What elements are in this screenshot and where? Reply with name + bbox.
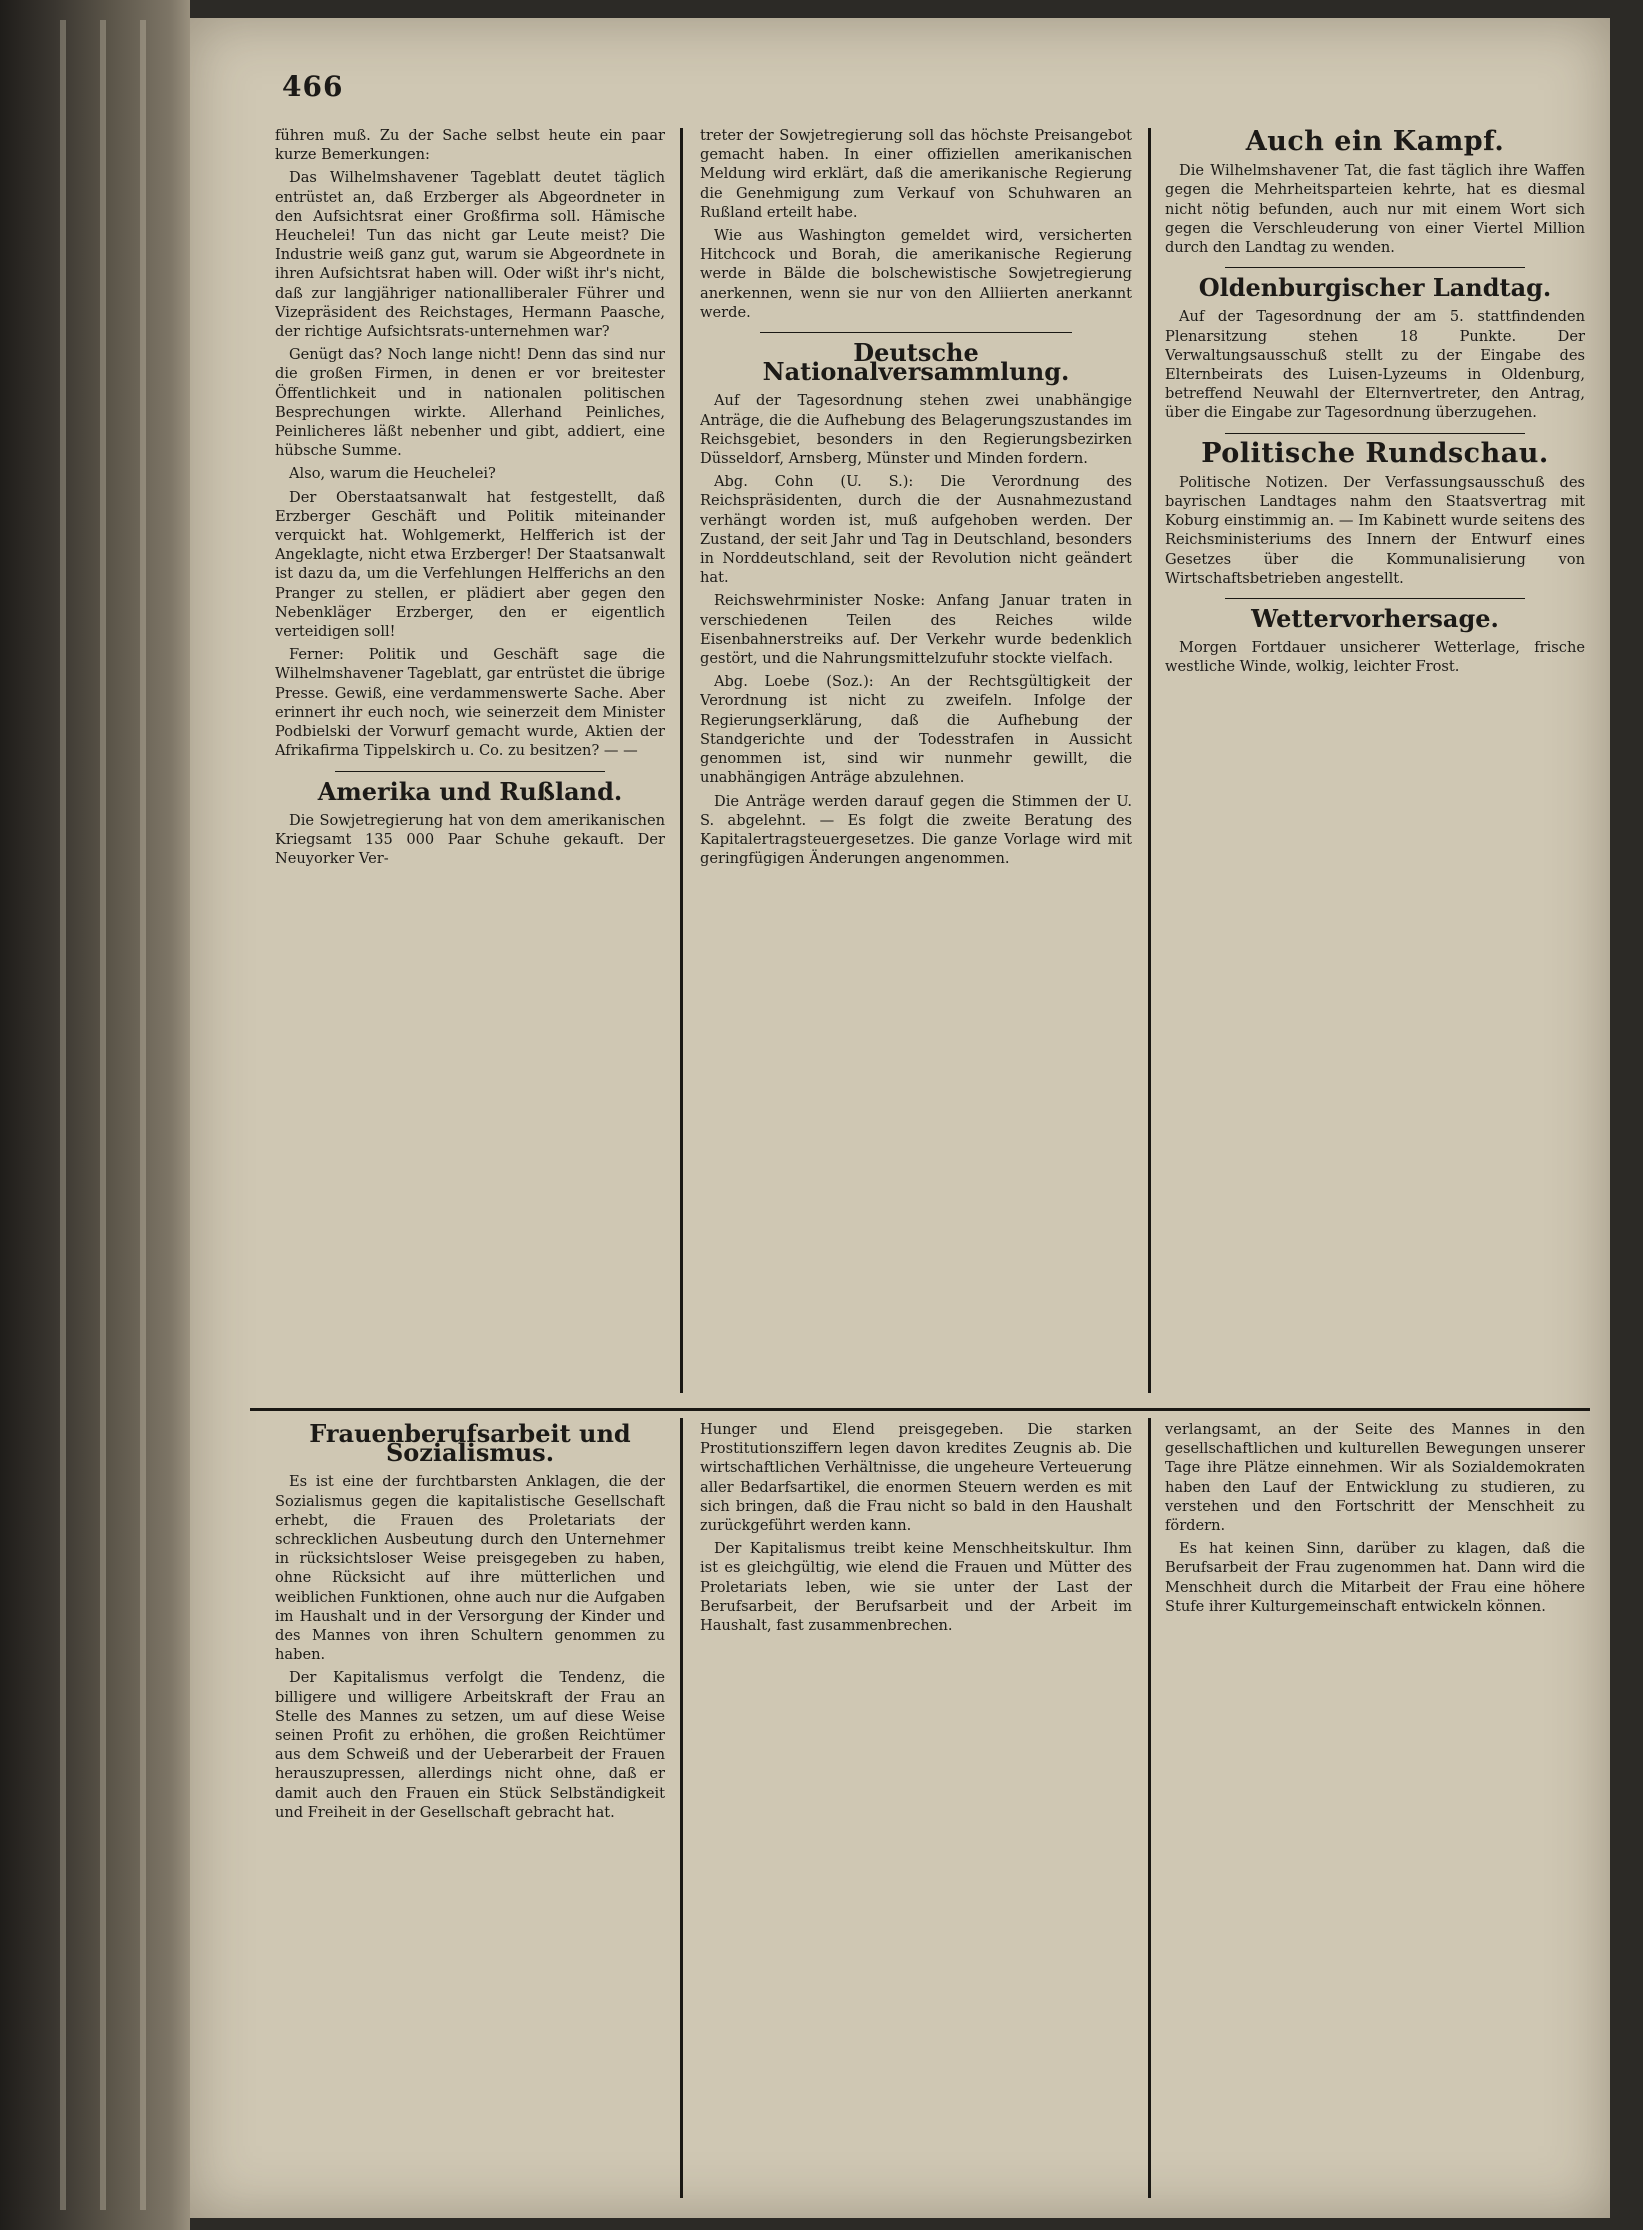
column-rule bbox=[1148, 128, 1151, 1393]
article-text: Der Kapitalismus treibt keine Menschheitskultur. Ihm ist es gleichgültig, wie elend die Frauen und Mütter des Proletariats leben, wie sie unter der Last der Berufsarbeit, der Berufsarbeit und der Arbeit im Haushalt, fast zusammenbrechen. bbox=[700, 1540, 1132, 1635]
separator bbox=[1225, 433, 1525, 434]
page-edge bbox=[140, 20, 146, 2210]
article-text: Ferner: Politik und Geschäft sage die Wilhelmshavener Tageblatt, gar entrüstet die übrige Presse. Gewiß, eine verdammenswerte Sache. Aber erinnert ihr euch noch, wie seinerzeit dem Minister Podbielski der Vorwurf gemacht wurde, Aktien der Afrikafirma Tippelskirch u. Co. zu besitzen? — — bbox=[275, 646, 665, 760]
article-text: treter der Sowjetregierung soll das höchste Preisangebot gemacht haben. In einer offiziellen amerikanischen Meldung wird erklärt, daß die amerikanische Regierung die Genehmigung zum Verkauf von Schuhwaren an Rußland erteilt habe. bbox=[700, 127, 1132, 221]
article-text: Politische Notizen. Der Verfassungsausschuß des bayrischen Landtages nahm den Staatsvertrag mit Koburg einstimmig an. — Im Kabinett wurde seitens des Reichsministeriums des Innern der Entwurf eines Gesetzes über die Kommunalisierung von Wirtschaftsbetrieben angestellt. bbox=[1165, 473, 1585, 587]
bottom-column-3 bbox=[1165, 1420, 1585, 2200]
separator bbox=[335, 771, 605, 772]
section-rule bbox=[250, 1408, 1590, 1411]
article-text: Das Wilhelmshavener Tageblatt deutet täglich entrüstet an, daß Erzberger als Abgeordneter in den Aufsichtsrat einer Großfirma soll. Hämische Heuchelei! Tun das nicht gar Leute meist? Die Industrie weiß ganz gut, warum sie Abgeordnete in ihren Aufsichtsrat haben will. Oder wißt ihr's nicht, daß zur langjähriger nationalliberaler Führer und Vizepräsident des Reichstages, Hermann Paasche, der richtige Aufsichtsrats-unternehmen war? bbox=[275, 169, 665, 341]
column-rule bbox=[680, 128, 683, 1393]
column-3 bbox=[1165, 126, 1585, 1396]
column-2 bbox=[700, 126, 1132, 1396]
headline-oldenburgischer-landtag: Oldenburgischer Landtag. bbox=[1198, 273, 1552, 303]
article-text: führen muß. Zu der Sache selbst heute ein paar kurze Bemerkungen: bbox=[275, 127, 665, 164]
article-text: Die Anträge werden darauf gegen die Stimmen der U. S. abgelehnt. — Es folgt die zweite Beratung des Kapitalertragsteuergesetzes. Die ganze Vorlage wird mit geringfügigen Änderungen angenommen. bbox=[700, 792, 1132, 868]
bottom-column-2 bbox=[700, 1420, 1132, 2200]
column-1 bbox=[275, 126, 665, 1396]
column-rule bbox=[1148, 1418, 1151, 2198]
article-text: Die Sowjetregierung hat von dem amerikanischen Kriegsamt 135 000 Paar Schuhe gekauft. Der Neuyorker Ver- bbox=[275, 811, 665, 868]
separator bbox=[1225, 598, 1525, 599]
headline-frauenberufsarbeit: Frauenberufsarbeit und Sozialismus. bbox=[309, 1419, 631, 1468]
article-text: Auf der Tagesordnung der am 5. stattfindenden Plenarsitzung stehen 18 Punkte. Der Verwaltungsausschuß stellt zu der Eingabe des Elternbeirats des Luisen-Lyzeums in Oldenburg, betreffend Neuwahl der Elternvertreter, den Antrag, über die Eingabe zur Tagesordnung überzugehen. bbox=[1165, 308, 1585, 422]
article-text: Der Kapitalismus verfolgt die Tendenz, die billigere und willigere Arbeitskraft der Frau an Stelle des Mannes zu setzen, um auf diese Weise seinen Profit zu erhöhen, die großen Reichtümer aus dem Schweiß und der Ueberarbeit der Frauen herauszupressen, allerdings nicht ohne, daß er damit auch den Frauen ein Stück Selbständigkeit und Freiheit in der Gesellschaft gebracht hat. bbox=[275, 1669, 665, 1821]
article-text: Die Wilhelmshavener Tat, die fast täglich ihre Waffen gegen die Mehrheitsparteien kehrte, hat es diesmal nicht nötig befunden, auch nur mit einem Wort sich gegen die Verschleuderung von einer Viertel Million durch den Landtag zu wenden. bbox=[1165, 162, 1585, 257]
article-text: Der Oberstaatsanwalt hat festgestellt, daß Erzberger Geschäft und Politik miteinander verquickt hat. Wohlgemerkt, Helfferich ist der Angeklagte, nicht etwa Erzberger! Der Staatsanwalt ist dazu da, um die Verfehlungen Helfferichs an den Pranger zu stellen, er plädiert aber gegen den Nebenkläger Erzberger, den er eigentlich verteidigen soll! bbox=[275, 488, 665, 641]
headline-amerika-russland: Amerika und Rußland. bbox=[317, 776, 623, 806]
article-text: Es hat keinen Sinn, darüber zu klagen, daß die Berufsarbeit der Frau zugenommen hat. Dann wird die Menschheit durch die Mitarbeit der Frau eine höhere Stufe ihrer Kulturgemeinschaft entwickeln können. bbox=[1165, 1540, 1585, 1615]
page-edge bbox=[60, 20, 66, 2210]
separator bbox=[760, 332, 1072, 333]
article-text: Wie aus Washington gemeldet wird, versicherten Hitchcock und Borah, die amerikanische Regierung werde in Bälde die bolschewistische Sowjetregierung anerkennen, wenn sie nur von den Alliierten anerkannt werde. bbox=[700, 227, 1132, 321]
separator bbox=[1225, 267, 1525, 268]
column-rule bbox=[680, 1418, 683, 2198]
headline-politische-rundschau: Politische Rundschau. bbox=[1201, 437, 1549, 469]
headline-auch-ein-kampf: Auch ein Kampf. bbox=[1245, 126, 1505, 157]
article-text: Abg. Loebe (Soz.): An der Rechtsgültigkeit der Verordnung ist nicht zu zweifeln. Infolge der Regierungserklärung, daß die Aufhebung der Standgerichte und der Todesstrafen in Aussicht genommen ist, sind wir nunmehr gewillt, die unabhängigen Anträge abzulehnen. bbox=[700, 673, 1132, 787]
headline-nationalversammlung: Deutsche Nationalversammlung. bbox=[762, 338, 1070, 387]
book-binding bbox=[0, 0, 190, 2230]
page-number: 466 bbox=[282, 70, 344, 103]
bottom-column-1 bbox=[275, 1418, 665, 2198]
article-text: Morgen Fortdauer unsicherer Wetterlage, frische westliche Winde, wolkig, leichter Frost. bbox=[1165, 639, 1585, 676]
article-text: Abg. Cohn (U. S.): Die Verordnung des Reichspräsidenten, durch die der Ausnahmezustand verhängt worden ist, muß aufgehoben werden. Der Zustand, der seit Jahr und Tag in Deutschland, besonders in Norddeutschland, seit der Revolution nicht geändert hat. bbox=[700, 473, 1132, 587]
article-text: Genügt das? Noch lange nicht! Denn das sind nur die großen Firmen, in denen er vor breitester Öffentlichkeit und in nationalen politischen Besprechungen wirkte. Allerhand Peinliches, Peinlicheres läßt nebenher und gibt, addiert, eine hübsche Summe. bbox=[275, 346, 665, 460]
article-text: Auf der Tagesordnung stehen zwei unabhängige Anträge, die die Aufhebung des Belagerungszustandes im Reichsgebiet, besonders in den Regierungsbezirken Düsseldorf, Arnsberg, Münster und Minden fordern. bbox=[700, 392, 1132, 468]
article-text: Reichswehrminister Noske: Anfang Januar traten in verschiedenen Teilen des Reiches wilde Eisenbahnerstreiks auf. Der Verkehr wurde bedenklich gestört, und die Nahrungsmittelzufuhr stockte vielfach. bbox=[700, 592, 1132, 668]
newspaper-page bbox=[190, 18, 1610, 2218]
article-text: Also, warum die Heuchelei? bbox=[289, 465, 496, 483]
headline-wettervorhersage: Wettervorhersage. bbox=[1251, 604, 1499, 634]
article-text: verlangsamt, an der Seite des Mannes in den gesellschaftlichen und kulturellen Bewegungen unserer Tage ihre Plätze einnehmen. Wir als Sozialdemokraten haben den Lauf der Entwicklung zu studieren, zu verstehen und den Fortschritt der Menschheit zu fördern. bbox=[1165, 1421, 1585, 1535]
page-edge bbox=[100, 20, 106, 2210]
article-text: Hunger und Elend preisgegeben. Die starken Prostitutionsziffern legen davon kredites Zeugnis ab. Die wirtschaftlichen Verhältnisse, die ungeheure Verteuerung aller Bedarfsartikel, die enormen Steuern werden es mit sich bringen, daß die Frau nicht so bald in den Haushalt zurückgeführt werden kann. bbox=[700, 1421, 1132, 1535]
article-text: Es ist eine der furchtbarsten Anklagen, die der Sozialismus gegen die kapitalistische Gesellschaft erhebt, die Frauen des Proletariats der schrecklichen Ausbeutung durch den Unternehmer in rücksichtsloser Weise preisgegeben zu haben, ohne Rücksicht auf ihre mütterlichen und weiblichen Funktionen, ohne auch nur die Aufgaben im Haushalt und in der Versorgung der Kinder und des Mannes von ihren Schultern genommen zu haben. bbox=[275, 1473, 665, 1664]
